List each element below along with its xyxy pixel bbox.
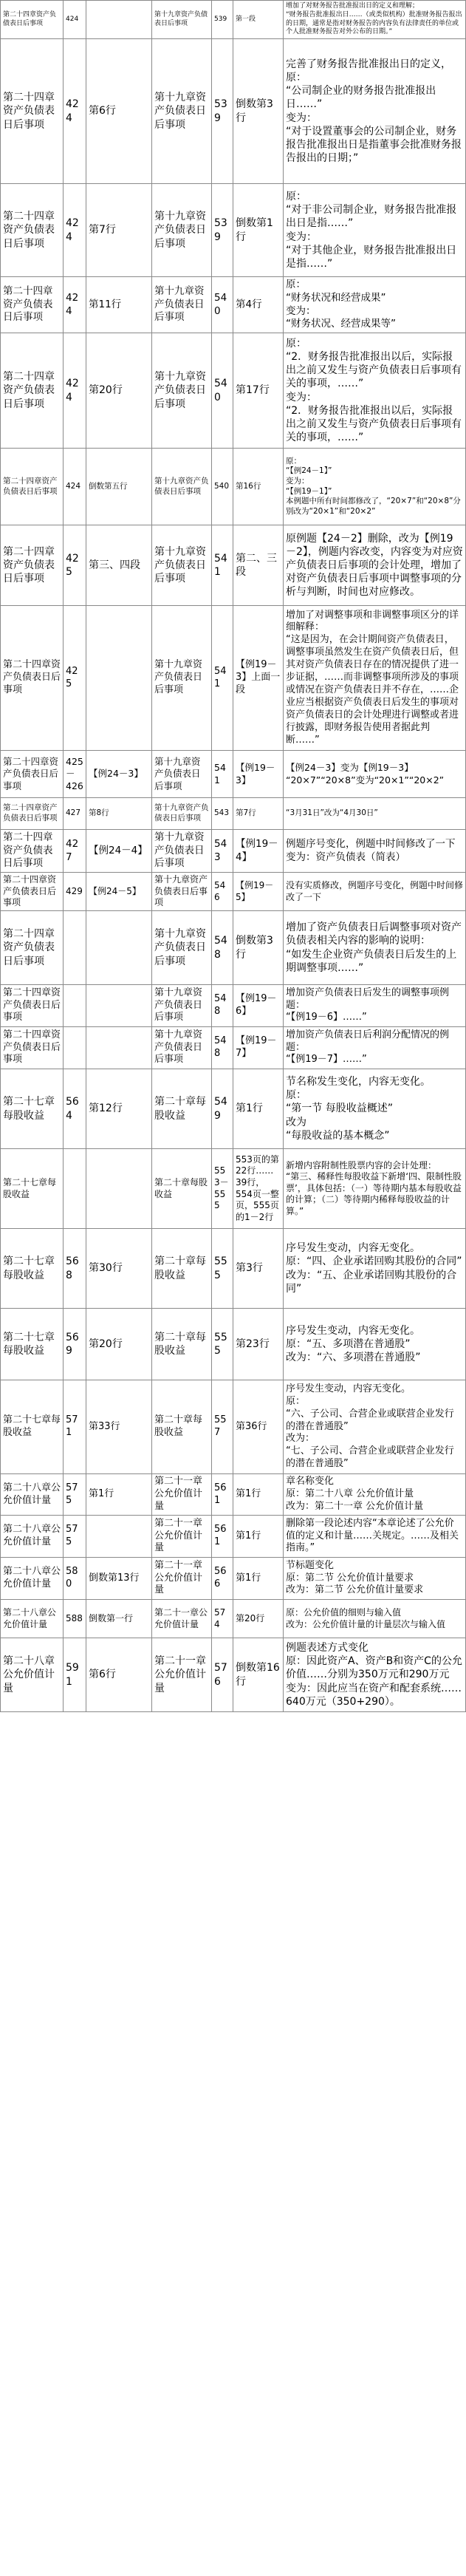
old-page-cell: 575 bbox=[64, 1516, 86, 1558]
new-position-cell: 【例19－6】 bbox=[233, 985, 284, 1027]
old-page-cell: 424 bbox=[64, 39, 86, 184]
change-description-line: “2．财务报告批准报出以后，实际报出之前又发生与资产负债表日后事项有关的事项，……” bbox=[286, 350, 462, 390]
old-position-cell: 第12行 bbox=[86, 1069, 152, 1149]
old-position-cell: 第11行 bbox=[86, 277, 152, 333]
change-description-line: “财务报告批准报出日……（或类似机构）批准财务报告报出的日期，通常是指对财务报告的内容负有法律责任的单位或个人批准财务报告对外公布的日期。” bbox=[286, 10, 462, 36]
change-description-line: 节标题变化 bbox=[286, 1559, 335, 1571]
new-position-cell: 第17行 bbox=[233, 333, 284, 449]
old-position-cell: 第1行 bbox=[86, 1474, 152, 1516]
new-chapter-cell: 第十九章资产负债表日后事项 bbox=[152, 751, 212, 798]
table-row bbox=[1, 449, 466, 525]
old-position-cell: 第33行 bbox=[86, 1380, 152, 1474]
change-description-cell bbox=[284, 873, 466, 911]
new-position-cell: 【例19－3】上面一段 bbox=[233, 606, 284, 751]
change-description-line: “财务状况、经营成果等” bbox=[286, 318, 396, 330]
old-position-cell: 第8行 bbox=[86, 798, 152, 830]
table-row bbox=[1, 985, 466, 1027]
change-description-line: “【例19－7】……” bbox=[286, 1054, 367, 1066]
table-row bbox=[1, 1027, 466, 1069]
old-page-cell bbox=[64, 985, 86, 1027]
old-chapter-cell: 第二十八章公允价值计量 bbox=[1, 1600, 64, 1638]
new-page-cell: 539 bbox=[212, 184, 233, 277]
new-page-cell: 566 bbox=[212, 1558, 233, 1600]
change-description-line: 没有实质修改，例题序号变化，例题中时间修改了一下 bbox=[286, 879, 464, 902]
change-description-line: “【例19－1】” bbox=[286, 486, 332, 496]
new-position-cell: 【例19－7】 bbox=[233, 1027, 284, 1069]
change-description-line: “对于设置董事会的公司制企业，财务报告批准报出日是指董事会批准财务报告报出的日期；” bbox=[286, 125, 462, 165]
change-description-line: “财务状况和经营成果” bbox=[286, 291, 386, 304]
new-position-cell: 第3行 bbox=[233, 1229, 284, 1309]
change-description-line: 改为：“五、企业承诺回购其股份的合同” bbox=[286, 1269, 457, 1295]
new-position-cell: 倒数第3行 bbox=[233, 39, 284, 184]
change-description-line: 原：公允价值的细则与输入值 bbox=[286, 1606, 402, 1618]
change-description-line: 增加资产负债表日后发生的调整事项例题： bbox=[286, 987, 450, 1011]
new-page-cell: 548 bbox=[212, 985, 233, 1027]
new-position-cell: 第7行 bbox=[233, 798, 284, 830]
old-page-cell: 591 bbox=[64, 1638, 86, 1712]
new-chapter-cell: 第二十一章公允价值计量 bbox=[152, 1638, 212, 1712]
table-row bbox=[1, 873, 466, 911]
table-row bbox=[1, 1600, 466, 1638]
change-description-line: “2．财务报告批准报出以后，实际报出之前又发生与资产负债表日后事项有关的事项，……” bbox=[286, 404, 462, 444]
table-row bbox=[1, 1229, 466, 1309]
change-description-line: 变为： bbox=[286, 112, 317, 124]
new-page-cell: 541 bbox=[212, 751, 233, 798]
change-description-cell bbox=[284, 1069, 466, 1149]
change-description-line: 变为： bbox=[286, 476, 309, 485]
new-page-cell: 540 bbox=[212, 333, 233, 449]
change-description-cell bbox=[284, 1558, 466, 1600]
new-position-cell: 第20行 bbox=[233, 1600, 284, 1638]
old-page-cell: 424 bbox=[64, 184, 86, 277]
old-position-cell: 【例24－5】 bbox=[86, 873, 152, 911]
new-page-cell: 549 bbox=[212, 1069, 233, 1149]
change-description-line: “【例19－6】……” bbox=[286, 1012, 367, 1023]
change-description-line: 变为： bbox=[286, 391, 317, 403]
old-position-cell: 第7行 bbox=[86, 184, 152, 277]
new-position-cell: 第一段 bbox=[233, 1, 284, 39]
new-position-cell: 第4行 bbox=[233, 277, 284, 333]
old-page-cell bbox=[64, 911, 86, 985]
change-description-cell bbox=[284, 184, 466, 277]
old-page-cell: 588 bbox=[64, 1600, 86, 1638]
change-description-line: 原：因此资产A、资产B和资产C的公允价值……分别为350万元和290万元 bbox=[286, 1655, 462, 1681]
change-description-line: “【例24－1】” bbox=[286, 466, 332, 476]
new-position-cell: 倒数第3行 bbox=[233, 911, 284, 985]
change-description-cell bbox=[284, 1474, 466, 1516]
new-position-cell: 【例19－3】 bbox=[233, 751, 284, 798]
new-page-cell: 555 bbox=[212, 1229, 233, 1309]
old-page-cell: 425－426 bbox=[64, 751, 86, 798]
change-description-line: “每股收益的基本概念” bbox=[286, 1129, 390, 1142]
old-position-cell bbox=[86, 1149, 152, 1229]
change-description-line: 序号发生变动，内容无变化。 bbox=[286, 1242, 420, 1255]
change-description-line: 节名称发生变化，内容无变化。 bbox=[286, 1076, 431, 1088]
change-description-line: 原： bbox=[286, 1395, 306, 1407]
new-page-cell: 539 bbox=[212, 39, 233, 184]
new-page-cell: 548 bbox=[212, 1027, 233, 1069]
change-description-cell bbox=[284, 39, 466, 184]
old-position-cell: 第6行 bbox=[86, 39, 152, 184]
old-position-cell bbox=[86, 1516, 152, 1558]
new-position-cell: 第1行 bbox=[233, 1516, 284, 1558]
old-position-cell: 倒数第13行 bbox=[86, 1558, 152, 1600]
old-position-cell bbox=[86, 985, 152, 1027]
change-description-cell bbox=[284, 277, 466, 333]
new-position-cell: 第23行 bbox=[233, 1309, 284, 1380]
old-chapter-cell: 第二十八章公允价值计量 bbox=[1, 1474, 64, 1516]
change-description-line: 原： bbox=[286, 190, 306, 202]
new-chapter-cell: 第二十章每股收益 bbox=[152, 1149, 212, 1229]
new-position-cell: 【例19－4】 bbox=[233, 830, 284, 873]
change-description-cell bbox=[284, 1309, 466, 1380]
change-description-line: “六、子公司、合营企业或联营企业发行的潜在普通股” bbox=[286, 1408, 454, 1432]
change-description-line: “3月31日”改为“4月30日” bbox=[286, 808, 378, 818]
new-chapter-cell: 第十九章资产负债表日后事项 bbox=[152, 39, 212, 184]
new-chapter-cell: 第十九章资产负债表日后事项 bbox=[152, 911, 212, 985]
new-chapter-cell: 第二十章每股收益 bbox=[152, 1069, 212, 1149]
old-page-cell: 580 bbox=[64, 1558, 86, 1600]
change-description-line: 原：“四、企业承诺回购其股份的合同” bbox=[286, 1255, 462, 1268]
table-row bbox=[1, 1638, 466, 1712]
new-page-cell: 553－555 bbox=[212, 1149, 233, 1229]
old-page-cell: 429 bbox=[64, 873, 86, 911]
old-position-cell bbox=[86, 911, 152, 985]
old-page-cell bbox=[64, 1027, 86, 1069]
table-row bbox=[1, 911, 466, 985]
old-chapter-cell: 第二十四章资产负债表日后事项 bbox=[1, 606, 64, 751]
change-description-line: 变为：因此应当在资产和配套系统……640万元（350+290）。 bbox=[286, 1682, 462, 1708]
new-page-cell: 541 bbox=[212, 606, 233, 751]
new-chapter-cell: 第十九章资产负债表日后事项 bbox=[152, 525, 212, 606]
old-position-cell: 【例24－4】 bbox=[86, 830, 152, 873]
old-position-cell: 第20行 bbox=[86, 333, 152, 449]
change-description-line: 删除第一段论述内容“本章论述了公允价值的定义和计量……关规定。……及相关指南。” bbox=[286, 1517, 459, 1554]
change-description-line: “这是因为，在会计期间资产负债表日，调整事项虽然发生在资产负债表日后，但其对资产负债表日存在的情况提供了进一步证据，……而非调整事项所涉及的事项或情况在资产负债表日并不存在，……企业应当根据资产负债表日后发生的事项对资产负债表日的会计处理进行调整或者进行披露，即财务报告使用者据此判断……” bbox=[286, 634, 459, 746]
old-chapter-cell: 第二十四章资产负债表日后事项 bbox=[1, 873, 64, 911]
old-position-cell: 倒数第一行 bbox=[86, 1600, 152, 1638]
old-position-cell: 第三、四段 bbox=[86, 525, 152, 606]
table-row bbox=[1, 1380, 466, 1474]
old-page-cell: 575 bbox=[64, 1474, 86, 1516]
old-position-cell bbox=[86, 606, 152, 751]
table-row bbox=[1, 1516, 466, 1558]
old-chapter-cell: 第二十八章公允价值计量 bbox=[1, 1558, 64, 1600]
new-chapter-cell: 第十九章资产负债表日后事项 bbox=[152, 184, 212, 277]
new-chapter-cell: 第十九章资产负债表日后事项 bbox=[152, 873, 212, 911]
old-chapter-cell: 第二十七章每股收益 bbox=[1, 1380, 64, 1474]
change-description-line: 原： bbox=[286, 1089, 306, 1102]
new-position-cell: 第1行 bbox=[233, 1069, 284, 1149]
new-chapter-cell: 第二十一章公允价值计量 bbox=[152, 1516, 212, 1558]
old-chapter-cell: 第二十七章每股收益 bbox=[1, 1309, 64, 1380]
old-position-cell: 第6行 bbox=[86, 1638, 152, 1712]
change-description-line: 序号发生变动，内容无变化。 bbox=[286, 1324, 420, 1337]
new-position-cell: 第36行 bbox=[233, 1380, 284, 1474]
change-description-line: 增加资产负债表日后利润分配情况的例题： bbox=[286, 1029, 450, 1053]
new-page-cell: 574 bbox=[212, 1600, 233, 1638]
new-page-cell: 557 bbox=[212, 1380, 233, 1474]
change-description-line: 【例24－3】变为【例19－3】 bbox=[286, 762, 414, 774]
table-row bbox=[1, 1558, 466, 1600]
change-description-line: 改为： bbox=[286, 1433, 315, 1445]
table-row bbox=[1, 1069, 466, 1149]
new-chapter-cell: 第十九章资产负债表日后事项 bbox=[152, 1027, 212, 1069]
change-description-line: 原： bbox=[286, 456, 301, 466]
change-description-line: 例题表述方式变化 bbox=[286, 1642, 369, 1655]
old-page-cell: 424 bbox=[64, 449, 86, 525]
change-description-line: 变为： bbox=[286, 304, 316, 317]
table-row bbox=[1, 184, 466, 277]
table-row bbox=[1, 1149, 466, 1229]
table-row bbox=[1, 333, 466, 449]
change-description-cell bbox=[284, 1027, 466, 1069]
change-description-line: 新增内容附制性股票内容的会计处理： bbox=[286, 1159, 437, 1171]
old-chapter-cell: 第二十四章资产负债表日后事项 bbox=[1, 39, 64, 184]
old-chapter-cell: 第二十四章资产负债表日后事项 bbox=[1, 333, 64, 449]
change-description-line: 章名称变化 bbox=[286, 1476, 335, 1488]
change-description-cell bbox=[284, 751, 466, 798]
new-page-cell: 555 bbox=[212, 1309, 233, 1380]
change-description-cell bbox=[284, 449, 466, 525]
new-chapter-cell: 第十九章资产负债表日后事项 bbox=[152, 333, 212, 449]
change-description-cell bbox=[284, 985, 466, 1027]
old-page-cell: 427 bbox=[64, 830, 86, 873]
new-chapter-cell: 第二十一章公允价值计量 bbox=[152, 1600, 212, 1638]
change-description-line: 改为：第二十一章 公允价值计量 bbox=[286, 1500, 424, 1512]
change-description-cell bbox=[284, 911, 466, 985]
change-description-line: 原例题【24－2】删除，改为【例19－2】，例题内容改变，内容变为对应资产负债表日后事项的会计处理，增加了对资产负债表日后事项中调整事项的分析与判断，时间也对应修改。 bbox=[286, 532, 463, 599]
old-chapter-cell: 第二十四章资产负债表日后事项 bbox=[1, 277, 64, 333]
new-chapter-cell: 第二十章每股收益 bbox=[152, 1229, 212, 1309]
new-position-cell: 第16行 bbox=[233, 449, 284, 525]
new-position-cell: 倒数第16行 bbox=[233, 1638, 284, 1712]
new-position-cell: 第1行 bbox=[233, 1474, 284, 1516]
change-description-cell bbox=[284, 1149, 466, 1229]
change-description-cell bbox=[284, 1, 466, 39]
change-description-cell bbox=[284, 1229, 466, 1309]
change-description-line: 增加了对财务报告批准报出日的定义和理解； bbox=[286, 2, 419, 10]
old-position-cell: 倒数第五行 bbox=[86, 449, 152, 525]
old-chapter-cell: 第二十七章每股收益 bbox=[1, 1149, 64, 1229]
old-page-cell: 425 bbox=[64, 606, 86, 751]
old-position-cell bbox=[86, 1, 152, 39]
old-chapter-cell: 第二十四章资产负债表日后事项 bbox=[1, 985, 64, 1027]
new-position-cell: 倒数第1行 bbox=[233, 184, 284, 277]
change-description-line: 改为：公允价值计量的计量层次与输入值 bbox=[286, 1618, 446, 1629]
old-page-cell: 425 bbox=[64, 525, 86, 606]
new-page-cell: 546 bbox=[212, 873, 233, 911]
new-chapter-cell: 第十九章资产负债表日后事项 bbox=[152, 1, 212, 39]
table-row bbox=[1, 798, 466, 830]
new-page-cell: 541 bbox=[212, 525, 233, 606]
new-page-cell: 540 bbox=[212, 277, 233, 333]
old-page-cell: 424 bbox=[64, 1, 86, 39]
change-description-cell bbox=[284, 333, 466, 449]
new-chapter-cell: 第十九章资产负债表日后事项 bbox=[152, 277, 212, 333]
change-description-line: “第三、稀释性每股收益下新增‘四、限制性股票’，具体包括：（一）等待期内基本每股收益的计算；（二）等待期内稀释每股收益的计算。” bbox=[286, 1171, 462, 1216]
change-description-line: 变为：资产负债表（简表） bbox=[286, 851, 405, 863]
change-description-line: “对于非公司制企业，财务报告批准报出日是指……” bbox=[286, 204, 457, 230]
old-page-cell: 568 bbox=[64, 1229, 86, 1309]
table-row bbox=[1, 1474, 466, 1516]
old-page-cell: 427 bbox=[64, 798, 86, 830]
old-chapter-cell: 第二十四章资产负债表日后事项 bbox=[1, 911, 64, 985]
old-page-cell bbox=[64, 1149, 86, 1229]
new-page-cell: 540 bbox=[212, 449, 233, 525]
change-description-line: “20×7”“20×8”变为“20×1”“20×2” bbox=[286, 774, 445, 786]
table-row bbox=[1, 277, 466, 333]
change-description-line: 完善了财务报告批准报出日的定义，原： bbox=[286, 58, 451, 84]
old-chapter-cell: 第二十八章公允价值计量 bbox=[1, 1638, 64, 1712]
new-page-cell: 543 bbox=[212, 798, 233, 830]
change-description-line: 序号发生变动，内容无变化。 bbox=[286, 1383, 411, 1394]
change-description-cell bbox=[284, 1600, 466, 1638]
table-row bbox=[1, 751, 466, 798]
old-chapter-cell: 第二十四章资产负债表日后事项 bbox=[1, 525, 64, 606]
new-chapter-cell: 第二十章每股收益 bbox=[152, 1380, 212, 1474]
old-chapter-cell: 第二十四章资产负债表日后事项 bbox=[1, 1027, 64, 1069]
change-description-line: 增加了资产负债表日后调整事项对资产负债表相关内容的影响的说明： bbox=[286, 921, 462, 947]
new-page-cell: 561 bbox=[212, 1474, 233, 1516]
old-position-cell: 第20行 bbox=[86, 1309, 152, 1380]
change-description-cell bbox=[284, 1638, 466, 1712]
old-chapter-cell: 第二十四章资产负债表日后事项 bbox=[1, 184, 64, 277]
old-page-cell: 424 bbox=[64, 277, 86, 333]
change-description-line: 本例题中所有时间都修改了，“20×7”和“20×8”分别改为“20×1”和“20×2” bbox=[286, 497, 461, 516]
change-description-line: “第一节 每股收益概述” bbox=[286, 1103, 393, 1115]
table-row bbox=[1, 39, 466, 184]
change-description-cell bbox=[284, 798, 466, 830]
change-description-line: 原： bbox=[286, 279, 306, 291]
table-row bbox=[1, 525, 466, 606]
old-page-cell: 424 bbox=[64, 333, 86, 449]
old-chapter-cell: 第二十四章资产负债表日后事项 bbox=[1, 449, 64, 525]
new-chapter-cell: 第十九章资产负债表日后事项 bbox=[152, 985, 212, 1027]
change-description-line: “对于其他企业，财务报告批准报出日是指……” bbox=[286, 244, 457, 270]
old-chapter-cell: 第二十七章每股收益 bbox=[1, 1229, 64, 1309]
old-chapter-cell: 第二十四章资产负债表日后事项 bbox=[1, 830, 64, 873]
old-chapter-cell: 第二十四章资产负债表日后事项 bbox=[1, 1, 64, 39]
change-description-line: 改为：第二节 公允价值计量要求 bbox=[286, 1584, 424, 1596]
change-description-line: 原：第二十八章 公允价值计量 bbox=[286, 1488, 414, 1500]
change-description-line: 改为：“六、多项潜在普通股” bbox=[286, 1352, 421, 1364]
new-page-cell: 548 bbox=[212, 911, 233, 985]
new-chapter-cell: 第二十一章公允价值计量 bbox=[152, 1474, 212, 1516]
old-position-cell bbox=[86, 1027, 152, 1069]
change-description-cell bbox=[284, 525, 466, 606]
new-chapter-cell: 第十九章资产负债表日后事项 bbox=[152, 449, 212, 525]
new-page-cell: 576 bbox=[212, 1638, 233, 1712]
new-position-cell: 第二、三段 bbox=[233, 525, 284, 606]
change-description-cell bbox=[284, 606, 466, 751]
old-page-cell: 569 bbox=[64, 1309, 86, 1380]
change-description-line: “公司制企业的财务报告批准报出日……” bbox=[286, 85, 436, 111]
change-description-line: “七、子公司、合营企业或联营企业发行的潜在普通股” bbox=[286, 1445, 454, 1470]
old-position-cell: 【例24－3】 bbox=[86, 751, 152, 798]
table-row bbox=[1, 606, 466, 751]
change-description-line: 改为 bbox=[286, 1116, 306, 1128]
new-position-cell: 【例19－5】 bbox=[233, 873, 284, 911]
change-description-line: 原： bbox=[286, 337, 306, 350]
table-row bbox=[1, 1, 466, 39]
change-description-line: 例题序号变化，例题中时间修改了一下 bbox=[286, 837, 456, 850]
new-chapter-cell: 第十九章资产负债表日后事项 bbox=[152, 606, 212, 751]
new-position-cell: 553页的第22行……39行，554页一整页，555页的1－2行 bbox=[233, 1149, 284, 1229]
change-description-line: 增加了对调整事项和非调整事项区分的详细解释： bbox=[286, 609, 459, 633]
change-description-cell bbox=[284, 1380, 466, 1474]
new-chapter-cell: 第十九章资产负债表日后事项 bbox=[152, 798, 212, 830]
new-chapter-cell: 第二十章每股收益 bbox=[152, 1309, 212, 1380]
new-page-cell: 539 bbox=[212, 1, 233, 39]
old-chapter-cell: 第二十四章资产负债表日后事项 bbox=[1, 798, 64, 830]
old-page-cell: 564 bbox=[64, 1069, 86, 1149]
new-chapter-cell: 第十九章资产负债表日后事项 bbox=[152, 830, 212, 873]
change-description-line: “如发生企业资产负债表日后发生的上期调整事项……” bbox=[286, 948, 457, 974]
new-page-cell: 543 bbox=[212, 830, 233, 873]
old-chapter-cell: 第二十七章每股收益 bbox=[1, 1069, 64, 1149]
change-description-cell bbox=[284, 1516, 466, 1558]
old-position-cell: 第30行 bbox=[86, 1229, 152, 1309]
new-position-cell: 第1行 bbox=[233, 1558, 284, 1600]
change-description-cell bbox=[284, 830, 466, 873]
new-chapter-cell: 第二十一章公允价值计量 bbox=[152, 1558, 212, 1600]
old-chapter-cell: 第二十四章资产负债表日后事项 bbox=[1, 751, 64, 798]
table-row bbox=[1, 830, 466, 873]
table-row bbox=[1, 1309, 466, 1380]
change-description-line: 原：第二节 公允价值计量要求 bbox=[286, 1572, 414, 1584]
old-page-cell: 571 bbox=[64, 1380, 86, 1474]
old-chapter-cell: 第二十八章公允价值计量 bbox=[1, 1516, 64, 1558]
change-description-line: 原：“五、多项潜在普通股” bbox=[286, 1338, 411, 1350]
new-page-cell: 561 bbox=[212, 1516, 233, 1558]
change-description-line: 变为： bbox=[286, 231, 317, 243]
